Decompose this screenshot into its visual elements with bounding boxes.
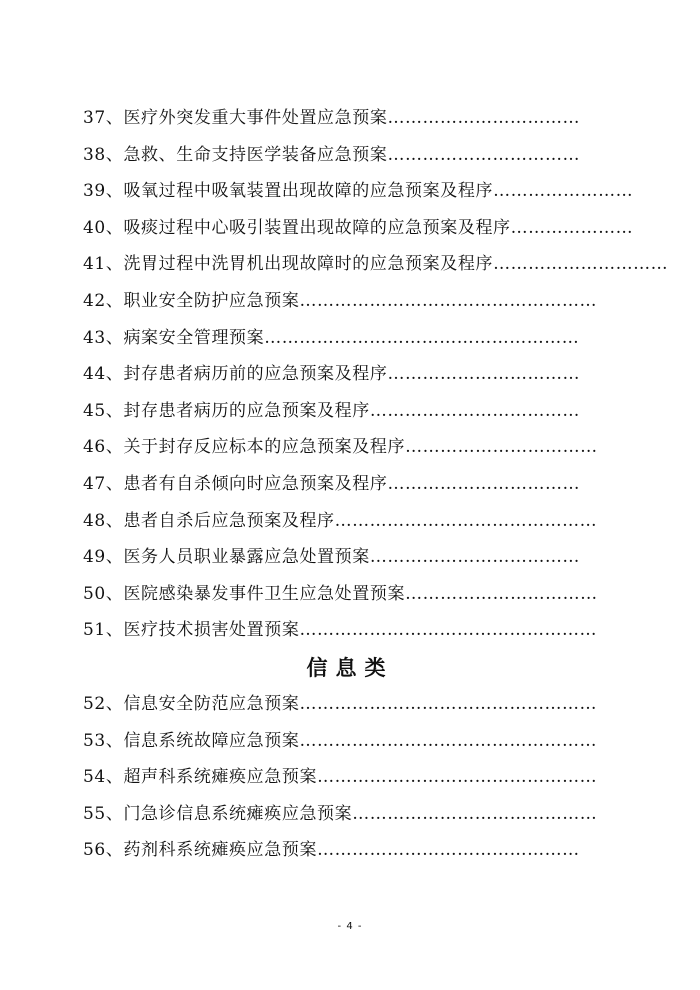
toc-entry-number: 40	[83, 217, 106, 238]
toc-entry	[83, 836, 623, 873]
toc-entry-title: 封存患者病历的应急预案及程序	[123, 400, 370, 421]
toc-entry-separator: 、	[105, 364, 124, 385]
toc-entry-leader: ………………………………	[369, 547, 580, 568]
toc-entry	[83, 287, 623, 324]
toc-entry-leader: ……………………………	[387, 473, 580, 494]
toc-entry-leader: ……………………………………………	[299, 694, 597, 714]
toc-entry-leader: …………………………	[493, 254, 669, 275]
toc-entry-title: 病案安全管理预案	[123, 327, 265, 348]
toc-entry-title: 关于封存反应标本的应急预案及程序	[123, 437, 406, 458]
toc-entry-separator: 、	[105, 437, 124, 458]
toc-entry	[83, 397, 623, 434]
toc-entry	[83, 433, 623, 470]
toc-entry-separator: 、	[105, 803, 124, 824]
toc-entry-leader: ………………………………………………	[264, 327, 580, 348]
toc-entry-leader: ……………………………………………	[299, 620, 597, 641]
toc-entry	[83, 177, 634, 214]
toc-entry	[83, 470, 623, 507]
toc-entry-separator: 、	[105, 144, 124, 165]
toc-entry-leader: ……………………………………	[352, 803, 598, 824]
toc-entry-title: 职业安全防护应急预案	[123, 290, 300, 311]
toc-entry-leader: ……………………………	[405, 583, 598, 604]
toc-entry-separator: 、	[105, 694, 124, 714]
toc-entry-title: 医务人员职业暴露应急处置预案	[123, 547, 370, 568]
toc-entry-number: 49	[83, 547, 106, 568]
toc-entry	[83, 690, 623, 727]
toc-entry-number: 54	[83, 767, 106, 788]
toc-list	[83, 690, 623, 873]
toc-list	[83, 104, 669, 653]
toc-entry-separator: 、	[105, 290, 124, 311]
toc-entry-separator: 、	[105, 473, 124, 494]
toc-entry-number: 48	[83, 510, 106, 531]
toc-entry	[83, 141, 623, 178]
toc-entry	[83, 507, 623, 544]
toc-entry	[83, 580, 623, 617]
toc-entry-number: 50	[83, 583, 106, 604]
toc-entry-separator: 、	[105, 730, 124, 751]
toc-entry-number: 42	[83, 290, 106, 311]
toc-entry-number: 53	[83, 730, 106, 751]
toc-entry-leader: ……………………………	[387, 144, 580, 165]
toc-entry-separator: 、	[105, 620, 124, 641]
toc-entry-title: 吸痰过程中心吸引装置出现故障的应急预案及程序	[123, 217, 511, 238]
toc-entry-number: 41	[83, 254, 106, 275]
section-heading: 信息类	[306, 656, 394, 680]
toc-entry	[83, 324, 623, 361]
toc-entry-separator: 、	[105, 108, 124, 128]
toc-entry-title: 门急诊信息系统瘫痪应急预案	[123, 803, 353, 824]
toc-entry-leader: ………………………………………	[317, 840, 580, 861]
toc-entry-title: 超声科系统瘫痪应急预案	[123, 767, 318, 788]
toc-entry-title: 封存患者病历前的应急预案及程序	[123, 364, 388, 385]
toc-entry-separator: 、	[105, 217, 124, 238]
toc-entry-title: 医疗外突发重大事件处置应急预案	[123, 108, 388, 128]
toc-entry-separator: 、	[105, 327, 124, 348]
toc-entry-number: 51	[83, 620, 106, 641]
toc-entry-leader: ……………………………	[387, 108, 580, 128]
toc-entry-leader: ……………………………………………	[299, 730, 597, 751]
toc-entry	[83, 727, 623, 764]
toc-entry-number: 45	[83, 400, 106, 421]
toc-entry-title: 医疗技术损害处置预案	[123, 620, 300, 641]
toc-entry-title: 信息安全防范应急预案	[123, 694, 300, 714]
toc-entry-separator: 、	[105, 767, 124, 788]
toc-entry-leader: …………………………………………	[317, 767, 598, 788]
toc-entry-leader: …………………	[510, 217, 634, 238]
toc-entry-separator: 、	[105, 254, 124, 275]
toc-entry-leader: ……………………………………………	[299, 290, 597, 311]
toc-entry	[83, 214, 634, 251]
toc-entry-number: 46	[83, 437, 106, 458]
toc-entry-leader: ……………………	[493, 181, 634, 202]
toc-entry-leader: ……………………………	[387, 364, 580, 385]
toc-entry-number: 44	[83, 364, 106, 385]
toc-entry-title: 患者有自杀倾向时应急预案及程序	[123, 473, 388, 494]
toc-entry-title: 患者自杀后应急预案及程序	[123, 510, 335, 531]
toc-entry-number: 37	[83, 108, 106, 128]
toc-entry	[83, 104, 623, 141]
page-number: - 4 -	[337, 921, 363, 932]
toc-entry-separator: 、	[105, 840, 124, 861]
toc-entry-number: 38	[83, 144, 106, 165]
toc-entry-number: 39	[83, 181, 106, 202]
toc-entry-separator: 、	[105, 181, 124, 202]
toc-entry-title: 信息系统故障应急预案	[123, 730, 300, 751]
toc-entry-separator: 、	[105, 400, 124, 421]
toc-entry-title: 医院感染暴发事件卫生应急处置预案	[123, 583, 406, 604]
toc-entry-separator: 、	[105, 583, 124, 604]
toc-entry-leader: ………………………………………	[334, 510, 598, 531]
toc-entry-title: 药剂科系统瘫痪应急预案	[123, 840, 318, 861]
toc-entry	[83, 763, 623, 800]
toc-entry-number: 56	[83, 840, 106, 861]
toc-entry-number: 55	[83, 803, 106, 824]
toc-entry-title: 吸氧过程中吸氧装置出现故障的应急预案及程序	[123, 181, 494, 202]
toc-entry-leader: ………………………………	[369, 400, 580, 421]
toc-entry-number: 43	[83, 327, 106, 348]
toc-entry-separator: 、	[105, 547, 124, 568]
toc-entry-separator: 、	[105, 510, 124, 531]
toc-entry	[83, 360, 623, 397]
toc-entry-title: 急救、生命支持医学装备应急预案	[123, 144, 388, 165]
toc-entry-number: 52	[83, 694, 106, 714]
toc-entry	[83, 543, 623, 580]
toc-entry-number: 47	[83, 473, 106, 494]
toc-entry-leader: ……………………………	[405, 437, 598, 458]
toc-entry	[83, 800, 623, 837]
toc-entry	[83, 250, 669, 287]
toc-entry	[83, 616, 623, 653]
toc-entry-title: 洗胃过程中洗胃机出现故障时的应急预案及程序	[123, 254, 494, 275]
